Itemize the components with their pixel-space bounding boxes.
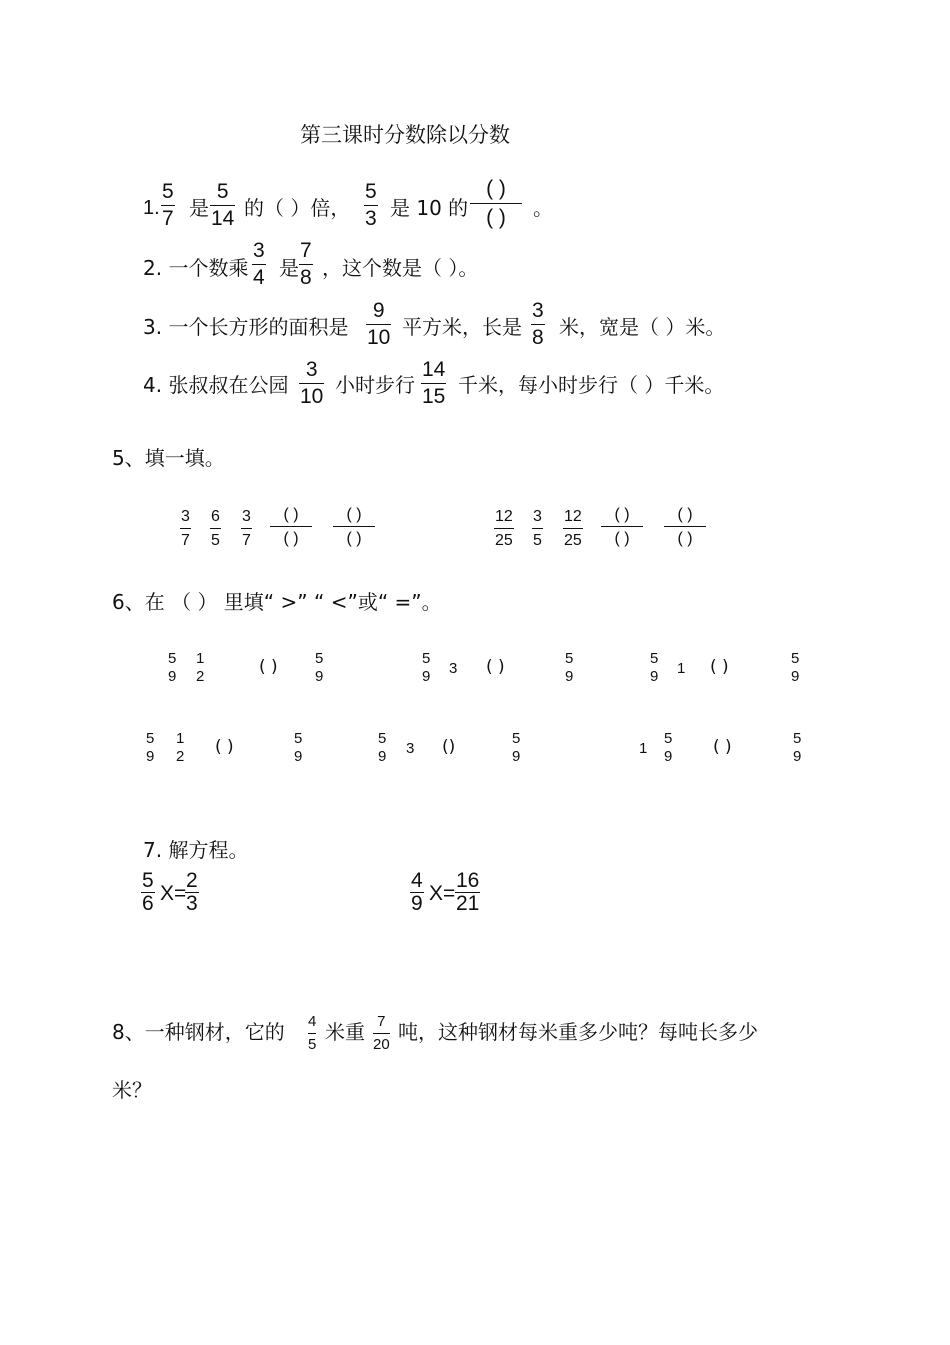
q5-heading: 5、填一填。 — [112, 446, 225, 470]
q5-right-fraction-2: 3 5 — [533, 508, 542, 549]
q1-fraction-2: 5 14 — [211, 180, 235, 230]
q8-text-2: 米重 — [325, 1020, 365, 1044]
q7-heading: 7. 解方程。 — [143, 838, 249, 862]
q3-text-2: 平方米，长是 — [402, 315, 522, 339]
q6-r2-fraction-c: 5 9 — [294, 730, 303, 765]
q6-r1-blank-2[interactable]: ( ) — [486, 657, 505, 677]
q6-r2-fraction-a: 5 9 — [146, 730, 155, 765]
q1-text-4: 。 — [533, 196, 553, 220]
q6-r1-fraction-e: 5 9 — [565, 650, 574, 685]
q6-r1-fraction-a: 5 9 — [168, 650, 177, 685]
q6-r2-fraction-b: 1 2 — [176, 730, 185, 765]
q8-fraction-1: 4 5 — [308, 1013, 317, 1053]
q6-r1-fraction-g: 5 9 — [791, 650, 800, 685]
q6-r2-blank-2[interactable]: () — [442, 737, 456, 757]
q7-eq2-fraction-2: 16 21 — [456, 869, 480, 915]
q8-text-4: 米？ — [112, 1078, 152, 1102]
q6-r2-fraction-d: 5 9 — [378, 730, 387, 765]
q1-text-1: 是 — [189, 196, 209, 220]
q4-text-2: 小时步行 — [335, 373, 415, 397]
q4-fraction-2: 14 15 — [422, 358, 446, 408]
q6-r2-fraction-e: 5 9 — [512, 730, 521, 765]
q5-right-blank-2[interactable]: ( ) ( ) — [664, 505, 706, 548]
q6-heading: 6、在 （ ） 里填“ >” “ <”或“ =”。 — [112, 590, 442, 614]
q4-text-3: 千米，每小时步行（ ）千米。 — [458, 373, 725, 397]
q5-left-fraction-2: 6 5 — [211, 508, 220, 549]
q3-text-1: 3. 一个长方形的面积是 — [143, 315, 349, 339]
q8-text-3: 吨，这种钢材每米重多少吨？每吨长多少 — [398, 1020, 758, 1044]
q7-eq1-fraction-2: 2 3 — [186, 869, 198, 915]
q6-r1-blank-1[interactable]: ( ) — [259, 657, 278, 677]
q7-eq1-fraction-1: 5 6 — [142, 869, 154, 915]
q5-left-fraction-1: 3 7 — [181, 508, 190, 549]
q5-left-blank-2[interactable]: ( ) ( ) — [333, 505, 375, 548]
q6-r1-fraction-f: 5 9 — [650, 650, 659, 685]
q1-answer-blank[interactable]: ( ) ( ) — [470, 178, 522, 229]
q5-left-blank-1[interactable]: ( ) ( ) — [270, 505, 312, 548]
q2-text-2: 是 — [279, 256, 299, 280]
q2-fraction-1: 3 4 — [253, 239, 265, 289]
q6-r1-blank-3[interactable]: ( ) — [710, 657, 729, 677]
q6-r1-number-1: 1 — [677, 660, 686, 677]
q7-eq2-operator: X= — [429, 882, 456, 905]
q6-r2-fraction-f: 5 9 — [664, 730, 673, 765]
q3-fraction-1: 9 10 — [367, 299, 391, 349]
q1-fraction-3: 5 3 — [365, 180, 377, 230]
q5-left-fraction-3: 3 7 — [242, 508, 251, 549]
q4-text-1: 4. 张叔叔在公园 — [143, 373, 289, 397]
q2-text-3: ，这个数是（ ）。 — [322, 256, 479, 280]
q2-text-1: 2. 一个数乘 — [143, 256, 249, 280]
q5-right-blank-1[interactable]: ( ) ( ) — [601, 505, 643, 548]
q6-r1-fraction-d: 5 9 — [422, 650, 431, 685]
q5-right-fraction-3: 12 25 — [564, 508, 582, 549]
q6-r2-blank-3[interactable]: ( ) — [713, 737, 732, 757]
q1-text-2: 的（ ）倍， — [244, 196, 351, 220]
q8-text-1: 8、一种钢材，它的 — [112, 1020, 285, 1044]
q6-r1-fraction-b: 1 2 — [196, 650, 205, 685]
q6-r1-number-3: 3 — [449, 660, 458, 677]
page-title: 第三课时分数除以分数 — [300, 123, 510, 147]
q6-r2-number-3: 3 — [406, 740, 415, 757]
q3-fraction-2: 3 8 — [532, 299, 544, 349]
q1-text-3: 是 10 的 — [390, 196, 469, 220]
q8-fraction-2: 7 20 — [373, 1013, 390, 1053]
q7-eq1-operator: X= — [160, 882, 187, 905]
q6-r2-blank-1[interactable]: ( ) — [215, 737, 234, 757]
q6-r2-fraction-g: 5 9 — [793, 730, 802, 765]
q1-number: 1. — [143, 197, 160, 219]
q1-fraction-1: 5 7 — [162, 180, 174, 230]
q7-eq2-fraction-1: 4 9 — [411, 869, 423, 915]
q6-r2-number-1: 1 — [639, 740, 648, 757]
q5-right-fraction-1: 12 25 — [495, 508, 513, 549]
q2-fraction-2: 7 8 — [300, 239, 312, 289]
q4-fraction-1: 3 10 — [300, 358, 324, 408]
q6-r1-fraction-c: 5 9 — [315, 650, 324, 685]
q3-text-3: 米，宽是（ ）米。 — [559, 315, 726, 339]
